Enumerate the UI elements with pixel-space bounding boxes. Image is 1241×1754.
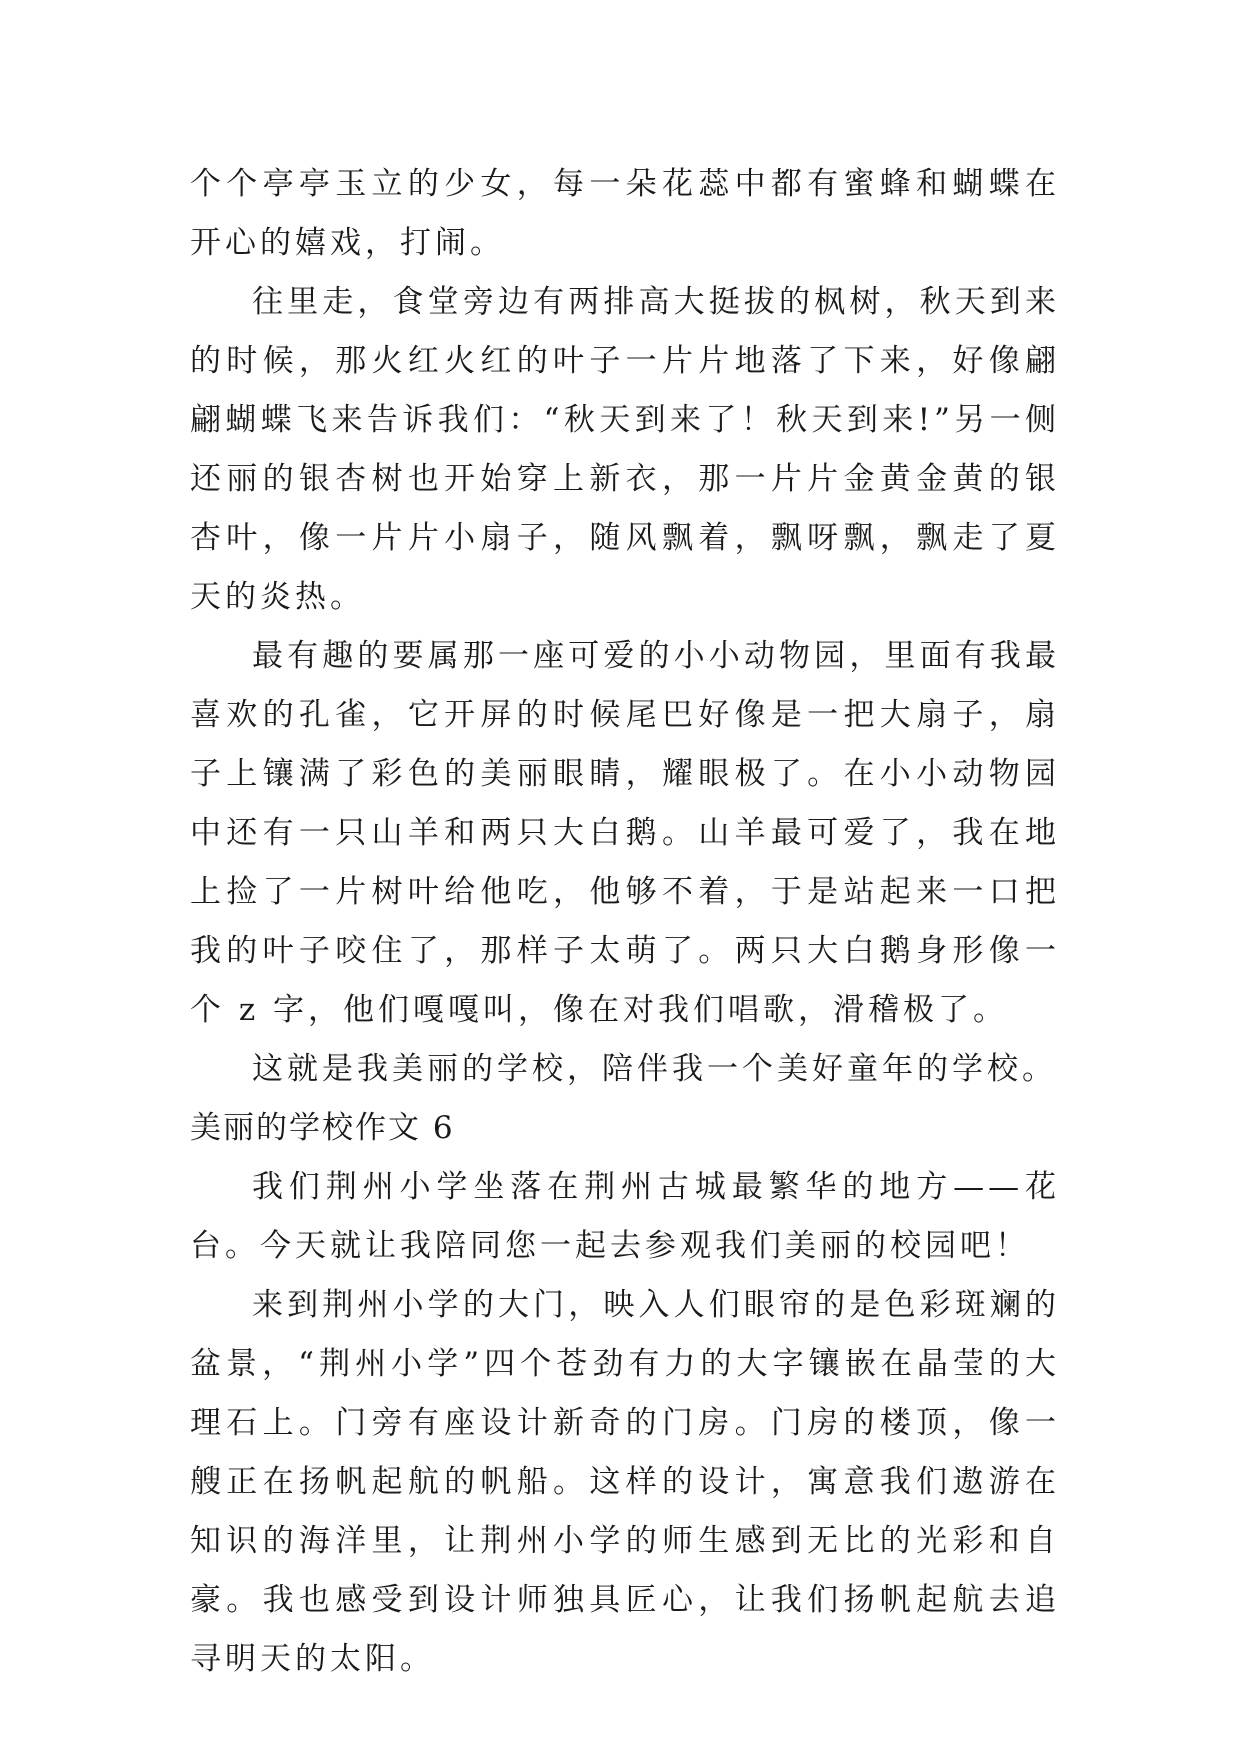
paragraph-zoo: 最有趣的要属那一座可爱的小小动物园，里面有我最喜欢的孔雀，它开屏的时候尾巴好像是一把大扇子，扇子上镶满了彩色的美丽眼睛，耀眼极了。在小小动物园中还有一只山羊和两只大白鹅。山羊最可爱了，我在地上捡了一片树叶给他吃，他够不着，于是站起来一口把我的叶子咬住了，那样子太萌了。两只大白鹅身形像一个 z 字，他们嘎嘎叫，像在对我们唱歌，滑稽极了。 bbox=[190, 638, 1060, 1028]
paragraph-intro: 我们荆州小学坐落在荆州古城最繁华的地方——花台。今天就让我陪同您一起去参观我们美丽的校园吧！ bbox=[190, 1169, 1060, 1264]
paragraph-maple-trees: 往里走，食堂旁边有两排高大挺拔的枫树，秋天到来的时候，那火红火红的叶子一片片地落了下来，好像翩翩蝴蝶飞来告诉我们：“秋天到来了！秋天到来!”另一侧还丽的银杏树也开始穿上新衣，那一片片金黄金黄的银杏叶，像一片片小扇子，随风飘着，飘呀飘，飘走了夏天的炎热。 bbox=[190, 284, 1060, 615]
essay-heading: 美丽的学校作文 6 bbox=[190, 1110, 455, 1146]
paragraph-continuation: 个个亭亭玉立的少女，每一朵花蕊中都有蜜蜂和蝴蝶在开心的嬉戏，打闹。 bbox=[190, 166, 1060, 261]
paragraph-conclusion: 这就是我美丽的学校，陪伴我一个美好童年的学校。 bbox=[252, 1051, 1057, 1087]
paragraph-gate: 来到荆州小学的大门，映入人们眼帘的是色彩斑斓的盆景，“荆州小学”四个苍劲有力的大字镶嵌在晶莹的大理石上。门旁有座设计新奇的门房。门房的楼顶，像一艘正在扬帆起航的帆船。这样的设计，寓意我们遨游在知识的海洋里，让荆州小学的师生感到无比的光彩和自豪。我也感受到设计师独具匠心，让我们扬帆起航去追寻明天的太阳。 bbox=[190, 1287, 1060, 1677]
document-body bbox=[190, 155, 1060, 1689]
